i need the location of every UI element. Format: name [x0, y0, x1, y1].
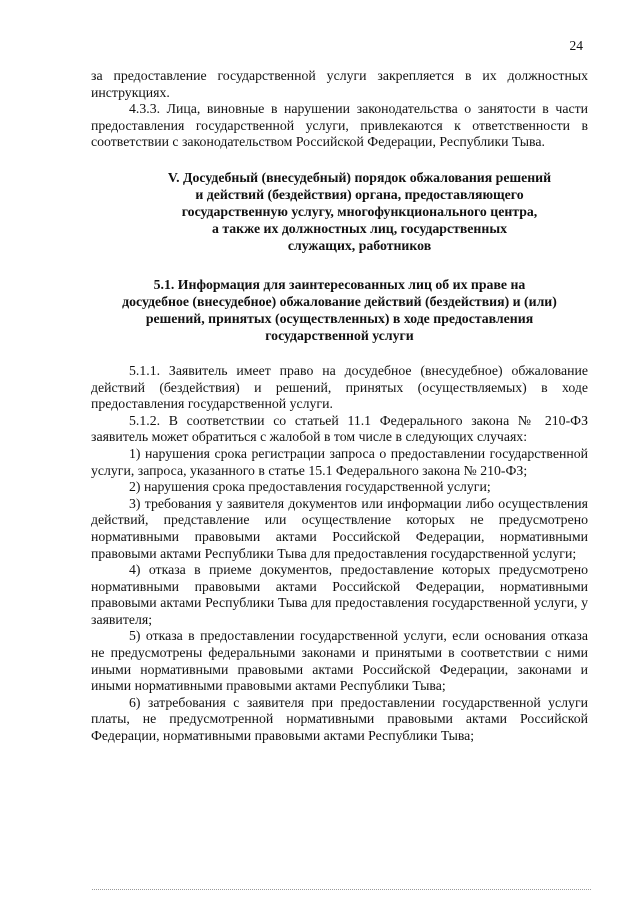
list-item-6: 6) затребования с заявителя при предоставлении государственной услуги платы, не предусмотренной нормативными правовыми актами Российской Федерации, нормативными правовыми актами Республики Тыва;	[91, 694, 588, 744]
heading-line: государственной услуги	[265, 327, 414, 343]
paragraph-5-1-1: 5.1.1. Заявитель имеет право на досудебное (внесудебное) обжалование действий (бездействия) и решений, принятых (осуществляемых) в ходе предоставления государственной услуги.	[91, 362, 588, 412]
list-item-3: 3) требования у заявителя документов или информации либо осуществления действий, представление или осуществление которых не предусмотрено нормативными правовыми актами Российской Федерации, нормативными правовыми актами Республики Тыва для предоставления государственной услуги;	[91, 495, 588, 561]
section-v-heading	[91, 169, 588, 254]
heading-line: досудебное (внесудебное) обжалование действий (бездействия) и (или)	[122, 293, 557, 309]
heading-line: V. Досудебный (внесудебный) порядок обжалования решений	[167, 169, 552, 185]
heading-line: государственную услугу, многофункционального центра,	[181, 203, 538, 219]
page-number: 24	[569, 38, 583, 53]
paragraph-5-1-2: 5.1.2. В соответствии со статьей 11.1 Федерального закона № 210-ФЗ заявитель может обратиться с жалобой в том числе в следующих случаях:	[91, 412, 588, 445]
scan-edge-divider	[92, 889, 591, 890]
heading-line: решений, принятых (осуществленных) в ходе предоставления	[145, 310, 534, 326]
heading-line: и действий (бездействия) органа, предоставляющего	[195, 186, 524, 202]
list-item-2: 2) нарушения срока предоставления государственной услуги;	[129, 479, 491, 495]
list-item-1: 1) нарушения срока регистрации запроса о предоставлении государственной услуги, запроса, указанного в статье 15.1 Федерального закона № 210-ФЗ;	[91, 445, 588, 478]
list-item-5: 5) отказа в предоставлении государственной услуги, если основания отказа не предусмотрены федеральными законами и принятыми в соответствии с ними иными нормативными правовыми актами Российской Федерации, законами и иными нормативными правовыми актами Республики Тыва;	[91, 628, 588, 694]
spacer	[91, 344, 588, 363]
paragraph-continuation: за предоставление государственной услуги закрепляется в их должностных инструкциях.	[91, 68, 588, 100]
subsection-5-1-heading	[91, 276, 588, 344]
heading-line: служащих, работников	[287, 237, 432, 253]
paragraph-4-3-3: 4.3.3. Лица, виновные в нарушении законодательства о занятости в части предоставления государственной услуги, привлекаются к ответственности в соответствии с законодательством Российской Федерации, Республики Тыва.	[91, 101, 588, 150]
list-item-4: 4) отказа в приеме документов, предоставление которых предусмотрено нормативными правовыми актами Российской Федерации, нормативными правовыми актами Республики Тыва для предоставления государственной услуги, у заявителя;	[91, 562, 588, 627]
document-body	[91, 68, 588, 745]
heading-line: а также их должностных лиц, государственных	[211, 220, 508, 236]
heading-line: 5.1. Информация для заинтересованных лиц об их праве на	[153, 276, 526, 292]
